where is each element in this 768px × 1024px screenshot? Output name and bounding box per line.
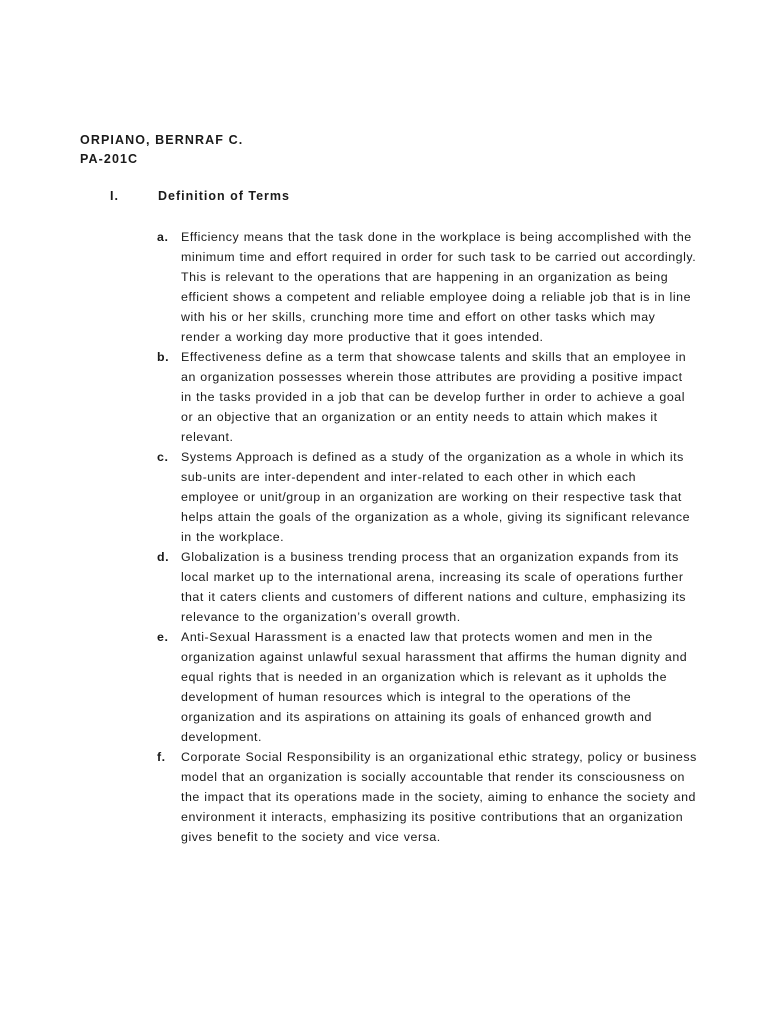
term-item-globalization (157, 547, 697, 627)
term-marker: c. (157, 450, 169, 464)
section-title: Definition of Terms (158, 189, 290, 203)
term-definition: Systems Approach is defined as a study of the organization as a whole in which its sub-units are inter-dependent and inter-related to each other in which each employee or unit/group in an organization are working on their respective task that helps attain the goals of the organization as a whole, giving its significant relevance in the workplace. (181, 450, 691, 544)
term-item-systems-approach (157, 447, 697, 547)
section-number: I. (110, 189, 119, 203)
author-name: ORPIANO, BERNRAF C. (80, 133, 244, 147)
term-definition: Corporate Social Responsibility is an organizational ethic strategy, policy or business model that an organization is socially accountable that render its consciousness on the impact that its operations made in the society, aiming to enhance the society and environment it interacts, emphasizing its positive contributions that an organization gives benefit to the society and vice versa. (181, 750, 697, 844)
term-definition: Efficiency means that the task done in the workplace is being accomplished with the minimum time and effort required in order for such task to be carried out accordingly. This is relevant to the operations that are happening in an organization as being efficient shows a competent and reliable employee doing a reliable job that is in line with his or her skills, crunching more time and effort on other tasks which may render a working day more productive that it goes intended. (181, 230, 697, 344)
term-marker: d. (157, 550, 170, 564)
term-item-anti-sexual-harassment (157, 627, 697, 747)
term-marker: f. (157, 750, 166, 764)
term-marker: a. (157, 230, 169, 244)
course-code: PA-201C (80, 152, 139, 166)
term-definition: Effectiveness define as a term that showcase talents and skills that an employee in an organization possesses wherein those attributes are providing a positive impact in the tasks provided in a job that can be develop further in order to achieve a goal or an objective that an organization or an entity needs to attain which makes it relevant. (181, 350, 687, 444)
term-marker: e. (157, 630, 169, 644)
terms-list (157, 227, 697, 847)
term-item-corporate-social-responsibility (157, 747, 697, 847)
term-item-efficiency (157, 227, 697, 347)
term-definition: Globalization is a business trending process that an organization expands from its local market up to the international arena, increasing its scale of operations further that it caters clients and customers of different nations and culture, emphasizing its relevance to the organization’s overall growth. (181, 550, 687, 624)
term-definition: Anti-Sexual Harassment is a enacted law that protects women and men in the organization against unlawful sexual harassment that affirms the human dignity and equal rights that is needed in an organization which is relevant as it upholds the development of human resources which is integral to the operations of the organization and its aspirations on attaining its goals of enhanced growth and development. (181, 630, 688, 744)
term-item-effectiveness (157, 347, 697, 447)
term-marker: b. (157, 350, 170, 364)
